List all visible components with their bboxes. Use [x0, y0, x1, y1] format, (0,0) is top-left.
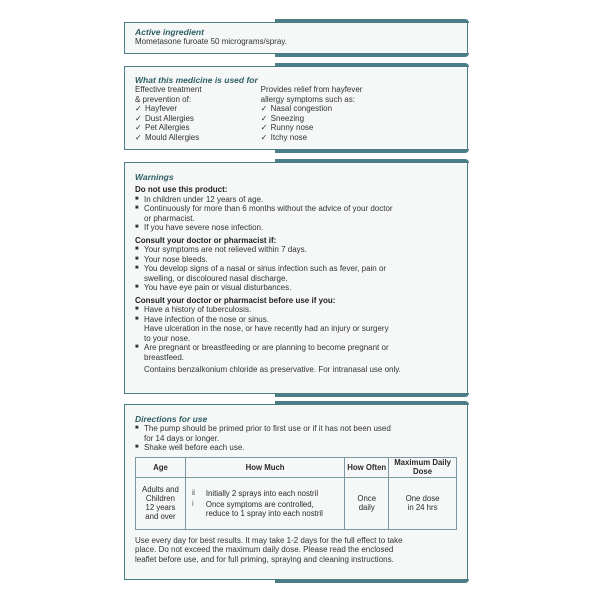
table-header-cell: Maximum Daily Dose [389, 457, 457, 477]
list-item-continued: swelling, or discoloured nasal discharge. [144, 273, 288, 283]
active-ingredient-panel [124, 22, 468, 54]
list-item-continued: to your nose. [144, 333, 191, 343]
list-item: ✓ Hayfever [135, 104, 178, 113]
uses-right-column [261, 85, 457, 142]
double-spray-icon: ⅱ [191, 489, 196, 497]
checkmark-icon: ✓ [260, 123, 268, 132]
list-item: ■ You have eye pain or visual disturbances. [135, 283, 292, 292]
list-item: ■ Your nose bleeds. [135, 254, 208, 264]
bullet-square-icon: ■ [135, 315, 139, 322]
bullet-square-icon: ■ [135, 224, 139, 230]
table-header-cell: How Often [345, 457, 389, 477]
bullet-square-icon: ■ [135, 246, 139, 252]
checkmark-icon: ✓ [260, 113, 268, 123]
dosage-table [135, 457, 457, 530]
bullet-square-icon: ■ [135, 444, 139, 450]
list-item: ✓ Dust Allergies [135, 113, 194, 123]
list-item-continued: for 14 days or longer. [144, 433, 220, 443]
bullet-square-icon: ■ [135, 425, 139, 431]
bullet-square-icon: ■ [135, 255, 139, 262]
list-item: ✓ Pet Allergies [135, 123, 190, 132]
list-item: ■ Have a history of tuberculosis. [135, 305, 252, 314]
bullet-square-icon: ■ [135, 306, 139, 312]
checkmark-icon: ✓ [135, 123, 142, 132]
uses-columns [135, 85, 457, 142]
checkmark-icon: ✓ [260, 132, 268, 142]
list-item: ■ Your symptoms are not relieved within 7 days. [135, 245, 307, 254]
uses-left-column [135, 85, 261, 142]
checkmark-icon: ✓ [135, 132, 142, 142]
list-item-continued: or pharmacist. [144, 213, 195, 223]
list-item: ■ The pump should be primed prior to first use or if it has not been used [135, 424, 391, 433]
active-ingredient-heading: Active ingredient [135, 27, 204, 37]
list-item: ■ Continuously for more than 6 months without the advice of your doctor [135, 204, 393, 213]
list-item: ✓ Itchy nose [260, 132, 308, 142]
uses-right-intro: allergy symptoms such as: [260, 94, 355, 104]
active-ingredient-text: Mometasone furoate 50 micrograms/spray. [135, 37, 287, 46]
directions-footer: leaflet before use, and for full priming, spraying and cleaning instructions. [135, 554, 394, 564]
table-header-cell: Age [136, 457, 186, 477]
warnings-subheading: Consult your doctor or pharmacist before use if you: [135, 295, 336, 305]
single-spray-icon: ⅰ [191, 500, 194, 508]
bullet-square-icon: ■ [135, 344, 139, 350]
warnings-panel [124, 162, 468, 394]
checkmark-icon: ✓ [260, 104, 268, 113]
bullet-square-icon: ■ [135, 205, 139, 211]
directions-footer: place. Do not exceed the maximum daily dose. Please read the enclosed [135, 545, 394, 554]
bullet-square-icon: ■ [135, 195, 139, 202]
directions-footer: Use every day for best results. It may take 1-2 days for the full effect to take [135, 535, 403, 545]
uses-heading: What this medicine is used for [135, 75, 258, 85]
table-header-cell: How Much [185, 457, 344, 477]
warnings-heading: Warnings [135, 172, 174, 182]
age-cell: Adults and Children 12 years and over [136, 477, 186, 529]
how-much-cell: ⅱ Initially 2 sprays into each nostril ⅰ Once symptoms are controlled, reduce to 1 spray into each nostril [185, 477, 344, 529]
list-item: ■ You develop signs of a nasal or sinus infection such as fever, pain or [135, 264, 387, 273]
directions-heading: Directions for use [135, 414, 208, 424]
list-item: ■ Have infection of the nose or sinus. [135, 314, 269, 324]
list-item: ■ If you have severe nose infection. [135, 223, 264, 232]
uses-left-intro: Effective treatment [135, 85, 202, 94]
list-item-continued: Have ulceration in the nose, or have recently had an injury or surgery [144, 324, 389, 333]
uses-left-intro: & prevention of: [135, 94, 192, 104]
warnings-subheading: Consult your doctor or pharmacist if: [135, 235, 277, 245]
list-item: ✓ Nasal congestion [260, 104, 333, 113]
how-often-cell: Once daily [345, 477, 389, 529]
table-row [136, 477, 457, 529]
warnings-footer: Contains benzalkonium chloride as preservative. For intranasal use only. [144, 365, 401, 374]
uses-right-intro: Provides relief from hayfever [260, 85, 363, 94]
list-item: ■ Shake well before each use. [135, 443, 245, 452]
bullet-square-icon: ■ [135, 265, 139, 271]
list-item: ✓ Runny nose [260, 123, 314, 132]
checkmark-icon: ✓ [135, 113, 142, 123]
list-item: ✓ Sneezing [260, 113, 305, 123]
checkmark-icon: ✓ [135, 104, 142, 113]
warnings-subheading: Do not use this product: [135, 185, 228, 194]
list-item: ■ Are pregnant or breastfeeding or are planning to become pregnant or [135, 343, 389, 352]
max-dose-cell: One dose in 24 hrs [389, 477, 457, 529]
bullet-square-icon: ■ [135, 284, 139, 290]
list-item: ■ In children under 12 years of age. [135, 194, 264, 204]
directions-panel [124, 404, 468, 580]
list-item-continued: breastfeed. [144, 352, 185, 362]
uses-panel [124, 66, 468, 150]
table-header-row [136, 457, 457, 477]
list-item: ✓ Mould Allergies [135, 132, 200, 142]
